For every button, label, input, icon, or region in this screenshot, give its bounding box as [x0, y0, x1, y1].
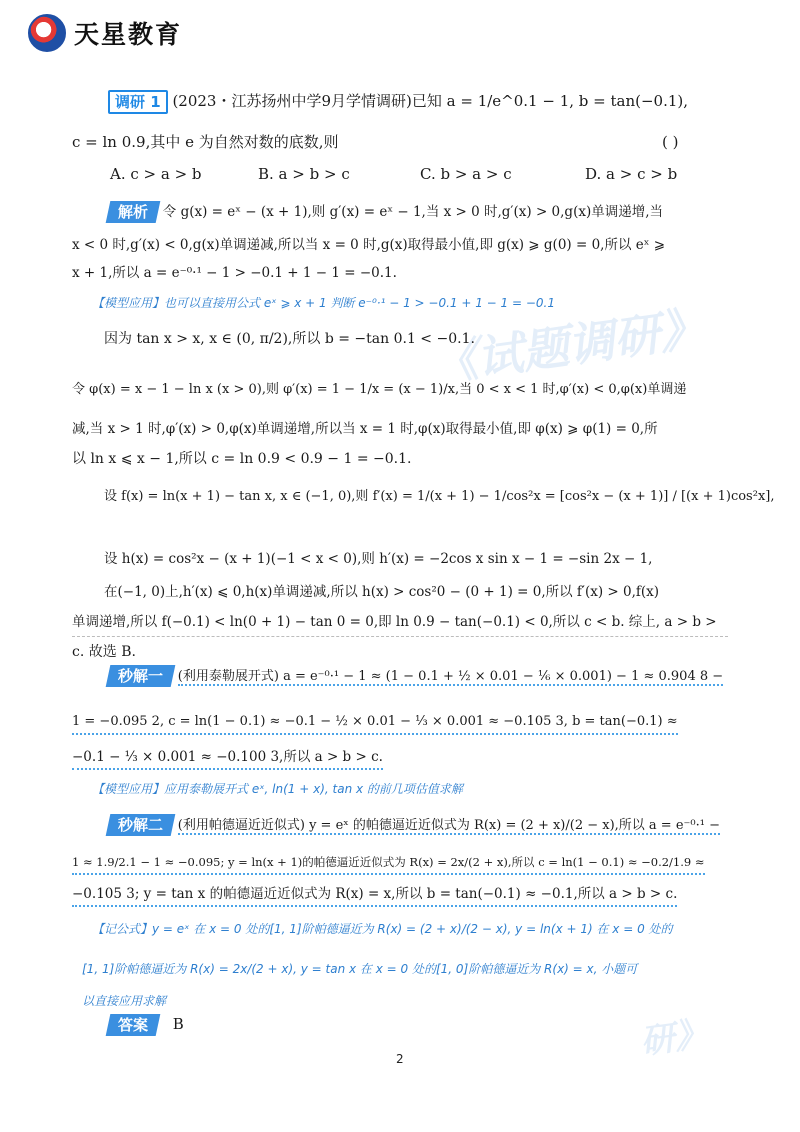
quick2-line-2: 1 ≈ 1.9/2.1 − 1 ≈ −0.095; y = ln(x + 1)的帕德逼近近似式为 R(x) = 2x/(2 + x),所以 c = ln(1 − 0.1) ≈ −0.2/1.9 ≈ — [72, 851, 705, 875]
option-b: B. a > b > c — [258, 165, 350, 183]
quick1-line-1: 秒解一 (利用泰勒展开式) a = e⁻⁰·¹ − 1 ≈ (1 − 0.1 + ½ × 0.01 − ⅙ × 0.001) − 1 ≈ 0.904 8 − — [108, 664, 723, 688]
phi-line-3: 以 ln x ⩽ x − 1,所以 c = ln 0.9 < 0.9 − 1 = −0.1. — [72, 451, 412, 467]
tan-line: 因为 tan x > x, x ∈ (0, π/2),所以 b = −tan 0.1 < −0.1. — [104, 331, 475, 347]
option-d: D. a > c > b — [585, 165, 678, 183]
analysis-line-2: x < 0 时,g′(x) < 0,g(x)单调递减,所以当 x = 0 时,g(x)取得最小值,即 g(x) ⩾ g(0) = 0,所以 eˣ ⩾ — [72, 237, 666, 253]
question-text-1: (2023・江苏扬州中学9月学情调研)已知 a = 1/e^0.1 − 1, b = tan(−0.1), — [172, 92, 689, 110]
question-line-1 — [108, 90, 688, 114]
answer-value: B — [172, 1015, 184, 1033]
final-choice: c. 故选 B. — [72, 644, 136, 660]
analysis-line-3: x + 1,所以 a = e⁻⁰·¹ − 1 > −0.1 + 1 − 1 = −0.1. — [72, 265, 397, 281]
watermark-text: 《试题调研》 — [428, 300, 709, 392]
phi-line-2: 减,当 x > 1 时,φ′(x) > 0,φ(x)单调递增,所以当 x = 1 时,φ(x)取得最小值,即 φ(x) ⩾ φ(1) = 0,所 — [72, 421, 658, 437]
quick1-line-3: −0.1 − ⅓ × 0.001 ≈ −0.100 3,所以 a > b > c. — [72, 746, 383, 770]
quick2-tag: 秒解二 — [106, 814, 176, 836]
brand-logo — [28, 14, 182, 52]
option-c: C. b > a > c — [420, 165, 512, 183]
page-number: 2 — [396, 1052, 404, 1066]
analysis-note: 【模型应用】也可以直接用公式 eˣ ⩾ x + 1 判断 e⁻⁰·¹ − 1 > −0.1 + 1 − 1 = −0.1 — [92, 296, 556, 310]
analysis-line-1: 解析 令 g(x) = eˣ − (x + 1),则 g′(x) = eˣ − 1,当 x > 0 时,g′(x) > 0,g(x)单调递增,当 — [108, 200, 663, 223]
quick2-note-1: 【记公式】y = eˣ 在 x = 0 处的[1, 1]阶帕德逼近为 R(x) = (2 + x)/(2 − x), y = ln(x + 1) 在 x = 0 处的 — [92, 922, 673, 936]
quick1-line-2: 1 = −0.095 2, c = ln(1 − 0.1) ≈ −0.1 − ½ × 0.01 − ⅓ × 0.001 ≈ −0.105 3, b = tan(−0.1) ≈ — [72, 711, 678, 735]
analysis-tag: 解析 — [106, 201, 161, 223]
quick2-note-3: 以直接应用求解 — [82, 994, 167, 1008]
h-line: 设 h(x) = cos²x − (x + 1)(−1 < x < 0),则 h′(x) = −2cos x sin x − 1 = −sin 2x − 1, — [104, 551, 653, 567]
conclusion-line-1: 在(−1, 0)上,h′(x) ⩽ 0,h(x)单调递减,所以 h(x) > cos²0 − (0 + 1) = 0,所以 f′(x) > 0,f(x) — [104, 584, 660, 600]
quick1-tag: 秒解一 — [106, 665, 176, 687]
quick2-note-2: [1, 1]阶帕德逼近为 R(x) = 2x/(2 + x), y = tan x 在 x = 0 处的[1, 0]阶帕德逼近为 R(x) = x, 小题可 — [82, 962, 638, 976]
section-divider — [72, 636, 728, 637]
brand-emblem-icon — [28, 14, 66, 52]
question-tag: 调研 1 — [108, 90, 168, 114]
f-line: 设 f(x) = ln(x + 1) − tan x, x ∈ (−1, 0),则 f′(x) = 1/(x + 1) − 1/cos²x = [cos²x − (x + 1)] / [(x + 1)cos²x], — [104, 489, 775, 504]
phi-line-1: 令 φ(x) = x − 1 − ln x (x > 0),则 φ′(x) = 1 − 1/x = (x − 1)/x,当 0 < x < 1 时,φ′(x) < 0,φ(x)单调递 — [72, 382, 687, 397]
answer-paren: ( ) — [662, 133, 679, 151]
quick2-line-1: 秒解二 (利用帕德逼近近似式) y = eˣ 的帕德逼近近似式为 R(x) = (2 + x)/(2 − x),所以 a = e⁻⁰·¹ − — [108, 813, 720, 837]
quick1-note: 【模型应用】应用泰勒展开式 eˣ, ln(1 + x), tan x 的前几项估值求解 — [92, 782, 463, 796]
answer-line — [108, 1013, 184, 1036]
question-line-2: c = ln 0.9,其中 e 为自然对数的底数,则 — [72, 133, 339, 151]
brand-name: 天星教育 — [74, 20, 183, 49]
conclusion-line-2: 单调递增,所以 f(−0.1) < ln(0 + 1) − tan 0 = 0,即 ln 0.9 − tan(−0.1) < 0,所以 c < b. 综上, a > b > — [72, 614, 717, 630]
answer-tag: 答案 — [106, 1014, 161, 1036]
watermark-corner: 研》 — [638, 1013, 711, 1063]
quick2-line-3: −0.105 3; y = tan x 的帕德逼近近似式为 R(x) = x,所以 b = tan(−0.1) ≈ −0.1,所以 a > b > c. — [72, 883, 677, 907]
option-a: A. c > a > b — [110, 165, 202, 183]
